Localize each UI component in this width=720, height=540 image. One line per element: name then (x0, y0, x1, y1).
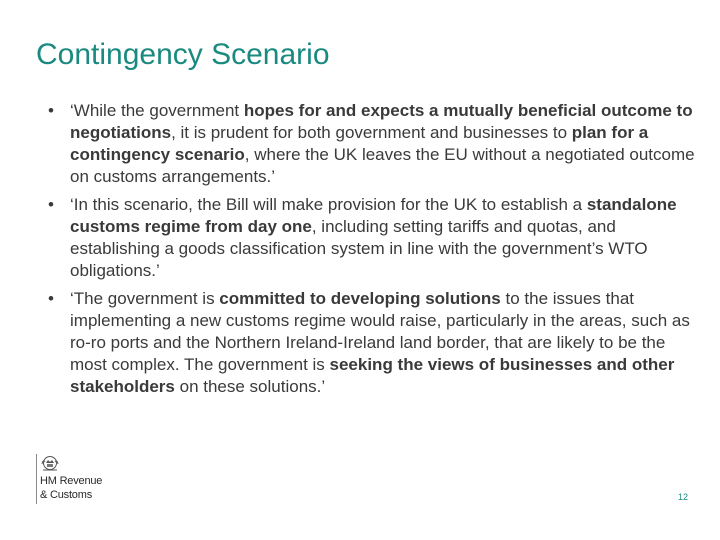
bullet-text (70, 289, 690, 396)
bullet-item (48, 100, 700, 188)
logo-text-line2: & Customs (40, 489, 92, 501)
bullet-item (48, 288, 700, 398)
bullet-segment: , it is prudent for both government and businesses to (171, 123, 572, 142)
bullet-segment-bold: standalone customs regime from day one (70, 195, 677, 236)
bullet-text (70, 101, 695, 186)
bullet-marker: • (48, 101, 54, 120)
bullet-segment-bold: plan for a contingency scenario (70, 123, 649, 164)
bullet-segment: ‘In this scenario, the Bill will make provision for the UK to establish a (70, 195, 587, 214)
bullet-segment: to the issues that implementing a new customs regime would raise, particularly in the areas, such as ro-ro ports and the Northern Ireland-Ireland land border, that are likely to be the most complex. The government is (70, 289, 690, 374)
bullet-marker: • (48, 195, 54, 214)
bullet-segment-bold: committed to developing solutions (219, 289, 501, 308)
royal-crest-icon (40, 454, 60, 472)
logo-divider (36, 454, 37, 504)
bullet-segment: , where the UK leaves the EU without a negotiated outcome on customs arrangements.’ (70, 145, 695, 186)
page-number: 12 (677, 492, 688, 502)
slide-title: Contingency Scenario (36, 38, 330, 71)
bullet-list (48, 100, 700, 404)
logo-text-line1: HM Revenue (40, 475, 103, 487)
bullet-segment: ‘The government is (70, 289, 220, 308)
bullet-segment: , including setting tariffs and quotas, and establishing a goods classification system in line with the government’s WTO obligations.’ (70, 217, 648, 280)
bullet-segment-bold: hopes for and expects a mutually beneficial outcome to negotiations (70, 101, 693, 142)
bullet-item (48, 194, 700, 282)
bullet-marker: • (48, 289, 54, 308)
bullet-segment: on these solutions.’ (174, 377, 326, 396)
bullet-segment-bold: seeking the views of businesses and other stakeholders (70, 355, 675, 396)
bullet-segment: ‘While the government (70, 101, 244, 120)
bullet-text (70, 195, 677, 280)
hmrc-logo (36, 452, 126, 508)
